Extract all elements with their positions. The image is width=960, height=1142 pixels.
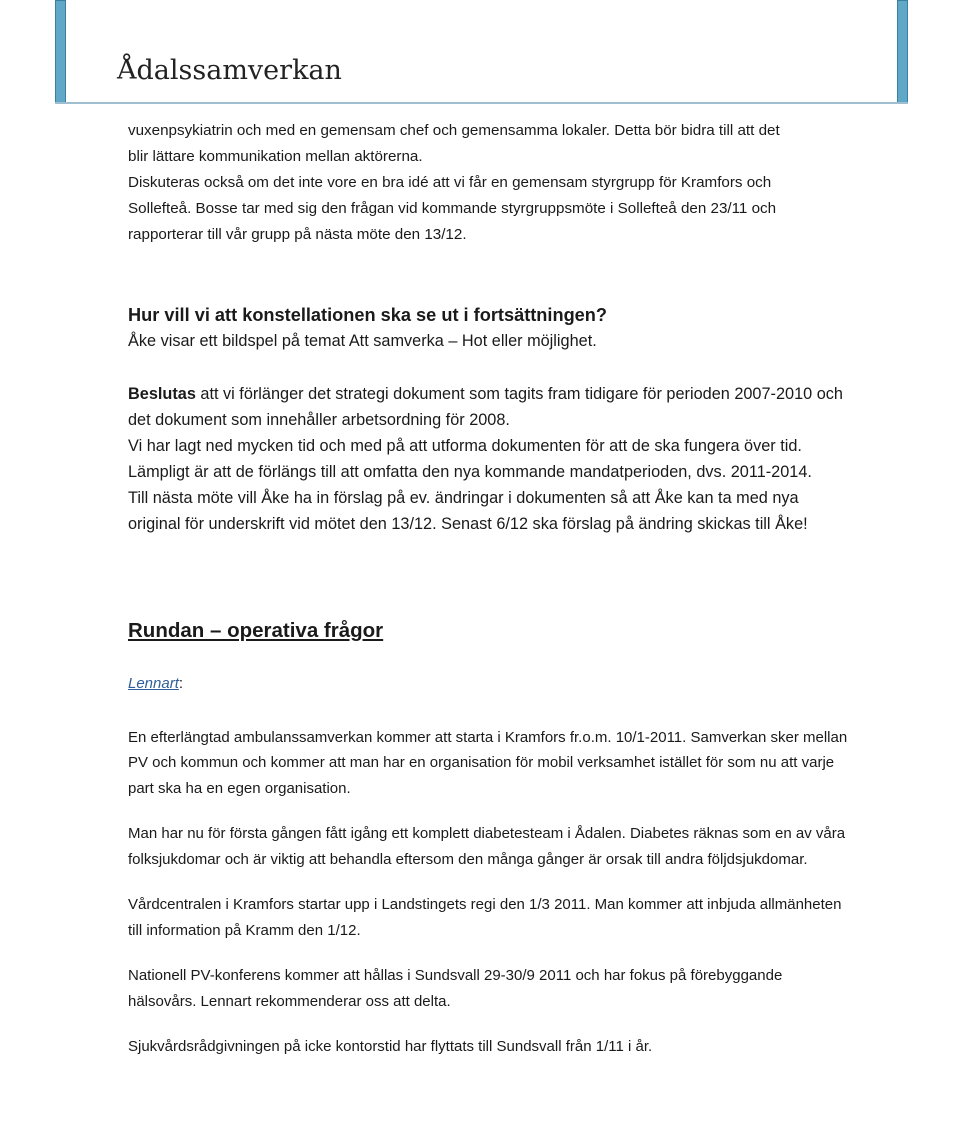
header-divider xyxy=(55,102,908,104)
section3-paragraph: En efterlängtad ambulanssamverkan kommer att starta i Kramfors fr.o.m. 10/1-2011. Samverkan sker mellan PV och kommun och kommer att man har en organisation för mobil verksamhet istället för som nu att varje part ska ha en egen organisation. xyxy=(128,728,848,797)
section1-line: rapporterar till vår grupp på nästa möte den 13/12. xyxy=(128,226,467,243)
section2-paragraph: Vi har lagt ned mycken tid och med på att utforma dokumenten för att de ska fungera över tid. Lämpligt är att de förlängs till att omfatta den nya kommande mandatperioden, dvs. 2011-2014. xyxy=(128,437,812,481)
section3-paragraph: Man har nu för första gången fått igång ett komplett diabetesteam i Ådalen. Diabetes räknas som en av våra folksjukdomar och är viktig att behandla eftersom den många gånger är orsak till andra följdsjukdomar. xyxy=(128,825,846,868)
document-body xyxy=(128,118,848,1060)
section1-line: blir lättare kommunikation mellan aktörerna. xyxy=(128,148,423,165)
section1-paragraph xyxy=(128,118,848,248)
section1-line: vuxenpsykiatrin och med en gemensam chef och gemensamma lokaler. Detta bör bidra till att det xyxy=(128,122,780,139)
header-right-accent-bar xyxy=(897,0,908,104)
speaker-name: Lennart xyxy=(128,675,179,692)
section3-paragraph: Nationell PV-konferens kommer att hållas i Sundsvall 29-30/9 2011 och har fokus på förebyggande hälsovårs. Lennart rekommenderar oss att delta. xyxy=(128,967,783,1010)
section3-paragraph: Sjukvårdsrådgivningen på icke kontorstid har flyttats till Sundsvall från 1/11 i år. xyxy=(128,1038,653,1055)
section2-decision xyxy=(128,381,848,433)
header-left-accent-bar xyxy=(55,0,66,104)
speaker-line xyxy=(128,671,848,697)
section2-paragraph: Till nästa möte vill Åke ha in förslag på ev. ändringar i dokumenten så att Åke kan ta med nya original för underskrift vid mötet den 13/12. Senast 6/12 ska förslag på ändring skickas till Åke! xyxy=(128,489,808,533)
speaker-colon: : xyxy=(178,675,184,692)
decision-label: Beslutas xyxy=(128,385,196,403)
section2-heading: Hur vill vi att konstellationen ska se ut i fortsättningen? xyxy=(128,305,608,325)
decision-text: att vi förlänger det strategi dokument som tagits fram tidigare för perioden 2007-2010 och det dokument som innehåller arbetsordning för 2008. xyxy=(128,385,843,429)
section3-heading: Rundan – operativa frågor xyxy=(128,619,384,642)
section1-line: Sollefteå. Bosse tar med sig den frågan vid kommande styrgruppsmöte i Sollefteå den 23/11 och xyxy=(128,200,777,217)
section3-paragraph: Vårdcentralen i Kramfors startar upp i Landstingets regi den 1/3 2011. Man kommer att inbjuda allmänheten till information på Kramm den 1/12. xyxy=(128,896,842,939)
section2-intro: Åke visar ett bildspel på temat Att samverka – Hot eller möjlighet. xyxy=(128,332,597,350)
page-header-title: Ådalssamverkan xyxy=(117,55,342,86)
section1-line: Diskuteras också om det inte vore en bra idé att vi får en gemensam styrgrupp för Kramfors och xyxy=(128,174,772,191)
